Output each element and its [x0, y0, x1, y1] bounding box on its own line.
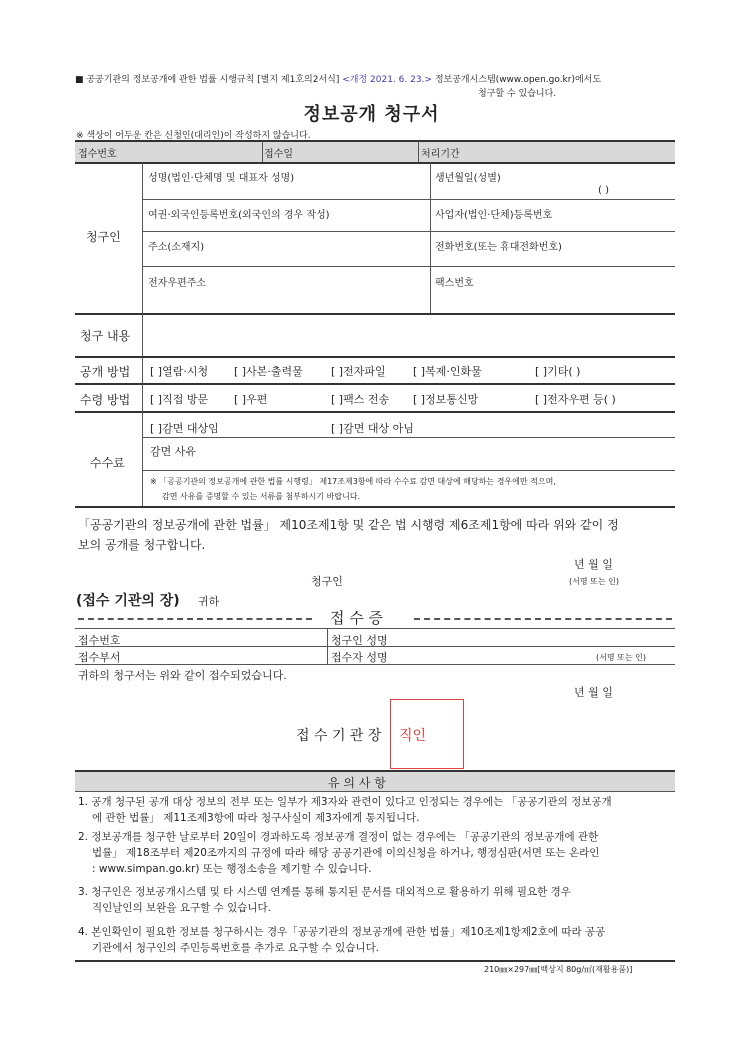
note-1-line2: 에 관한 법률」 제11조제3항에 따라 청구사실이 제3자에게 통지됩니다. — [92, 812, 420, 824]
slip-receiver-sign[interactable]: (서명 또는 인) — [596, 653, 646, 662]
note-item-1 — [78, 794, 674, 826]
fee-reason-field[interactable]: 감면 사유 — [150, 445, 197, 458]
applicant-name-field[interactable]: 성명(법인·단체명 및 대표자 성명) — [148, 173, 295, 184]
content-label: 청구 내용 — [80, 329, 131, 343]
receive-option[interactable]: [ ]정보통신망 — [413, 393, 479, 406]
request-date[interactable]: 년 월 일 — [574, 558, 613, 571]
slip-receiver-name-field[interactable]: 접수자 성명 — [331, 651, 388, 664]
receive-label: 수령 방법 — [80, 393, 131, 407]
addressee[interactable]: (접수 기관의 장) — [76, 593, 180, 609]
receive-option[interactable]: [ ]팩스 전송 — [331, 393, 390, 406]
fee-not-exempt-option[interactable]: [ ]감면 대상 아님 — [331, 422, 414, 435]
shade-note: ※ 색상이 어두운 칸은 신청인(대리인)이 작성하지 않습니다. — [76, 131, 311, 141]
note-2-line1: 2. 정보공개를 청구한 날로부터 20일이 경과하도록 정보공개 결정이 없는 경우에는 「공공기관의 정보공개에 관한 — [78, 831, 599, 843]
note-3-line2: 직인날인의 보완을 요구할 수 있습니다. — [92, 902, 271, 914]
notes-title: 유 의 사 항 — [328, 776, 386, 790]
slip-date[interactable]: 년 월 일 — [574, 686, 613, 699]
note-1-line1: 1. 공개 청구된 공개 대상 정보의 전부 또는 일부가 제3자와 관련이 있다고 인정되는 경우에는 「공공기관의 정보공개 — [78, 796, 612, 808]
fee-exempt-option[interactable]: [ ]감면 대상임 — [150, 422, 219, 435]
receive-option[interactable]: [ ]전자우편 등( ) — [535, 393, 616, 406]
disclosure-option[interactable]: [ ]기타( ) — [535, 365, 581, 378]
form-header — [75, 73, 675, 99]
disclosure-option[interactable]: [ ]전자파일 — [331, 365, 386, 378]
applicant-passport-field[interactable]: 여권·외국인등록번호(외국인의 경우 작성) — [148, 210, 330, 221]
note-item-3 — [78, 884, 674, 916]
slip-no-field[interactable]: 접수번호 — [78, 634, 121, 647]
header-law: ■ 공공기관의 정보공개에 관한 법률 시행규칙 [별지 제1호의2서식] — [75, 75, 340, 85]
addressee-suffix: 귀하 — [198, 595, 220, 608]
receiving-agency-head: 접 수 기 관 장 — [296, 728, 382, 744]
official-seal-box — [390, 699, 464, 769]
applicant-birth-field[interactable]: 생년월일(성별) — [435, 173, 501, 184]
header-line2: 청구할 수 있습니다. — [478, 89, 557, 99]
receipt-no-label: 접수번호 — [78, 149, 117, 160]
applicant-email-field[interactable]: 전자우편주소 — [148, 278, 206, 289]
gender-paren: ( ) — [598, 185, 609, 196]
applicant-label: 청구인 — [86, 230, 121, 244]
form-title: 정보공개 청구서 — [303, 104, 440, 125]
statement-line1: 「공공기관의 정보공개에 관한 법률」 제10조제1항 및 같은 법 시행령 제6조제1항에 따라 위와 같이 정 — [78, 518, 619, 532]
slip-requester-name-field[interactable]: 청구인 성명 — [331, 634, 388, 647]
disclosure-option[interactable]: [ ]열람·시청 — [150, 365, 209, 378]
note-4-line1: 4. 본인확인이 필요한 정보를 청구하시는 경우「공공기관의 정보공개에 관한 법률」제10조제1항제2호에 따라 공공 — [78, 926, 606, 938]
note-item-4 — [78, 924, 674, 956]
applicant-address-field[interactable]: 주소(소재지) — [148, 242, 205, 253]
content-field[interactable] — [145, 316, 673, 354]
requester-label: 청구인 — [311, 575, 343, 588]
requester-sign[interactable]: (서명 또는 인) — [569, 577, 619, 586]
statement-line2: 보의 공개를 청구합니다. — [78, 538, 206, 552]
header-system: 정보공개시스템(www.open.go.kr)에서도 — [434, 75, 602, 85]
fee-note-line1: ※ 「공공기관의 정보공개에 관한 법률 시행령」 제17조제3항에 따라 수수료 감면 대상에 해당하는 경우에만 적으며, — [150, 477, 556, 486]
disclosure-option[interactable]: [ ]복제·인화물 — [413, 365, 482, 378]
note-3-line1: 3. 청구인은 정보공개시스템 및 타 시스템 연계를 통해 통지된 문서를 대외적으로 활용하기 위해 필요한 경우 — [78, 886, 571, 898]
note-2-line2: 법률」 제18조부터 제20조까지의 규정에 따라 해당 공공기관에 이의신청을 하거나, 행정심판(서면 또는 온라인 — [92, 847, 600, 859]
applicant-fax-field[interactable]: 팩스번호 — [435, 278, 474, 289]
slip-received-text: 귀하의 청구서는 위와 같이 접수되었습니다. — [78, 669, 287, 682]
note-4-line2: 기관에서 청구인의 주민등록번호를 추가로 요구할 수 있습니다. — [92, 942, 380, 954]
receipt-slip-title: 접 수 증 — [330, 609, 384, 627]
applicant-phone-field[interactable]: 전화번호(또는 휴대전화번호) — [435, 242, 562, 253]
note-item-2 — [78, 829, 674, 877]
fee-label: 수수료 — [90, 456, 125, 470]
fee-note-line2: 감면 사유를 증명할 수 있는 서류를 첨부하시기 바랍니다. — [162, 492, 361, 501]
receipt-date-label: 접수일 — [264, 149, 293, 160]
note-2-line3: : www.simpan.go.kr) 또는 행정소송을 제기할 수 있습니다. — [92, 863, 372, 875]
processing-period-label: 처리기간 — [421, 149, 460, 160]
paper-spec-footer: 210㎜×297㎜[백상지 80g/㎡(재활용품)] — [484, 965, 633, 974]
disclosure-option[interactable]: [ ]사본·출력물 — [234, 365, 303, 378]
receive-option[interactable]: [ ]직접 방문 — [150, 393, 209, 406]
official-seal-label: 직인 — [399, 728, 427, 744]
receive-option[interactable]: [ ]우편 — [234, 393, 268, 406]
applicant-bizno-field[interactable]: 사업자(법인·단체)등록번호 — [435, 210, 553, 221]
header-revision: <개정 2021. 6. 23.> — [342, 75, 432, 85]
slip-dept-field[interactable]: 접수부서 — [78, 651, 121, 664]
receipt-row — [75, 141, 675, 162]
disclosure-label: 공개 방법 — [80, 365, 131, 379]
